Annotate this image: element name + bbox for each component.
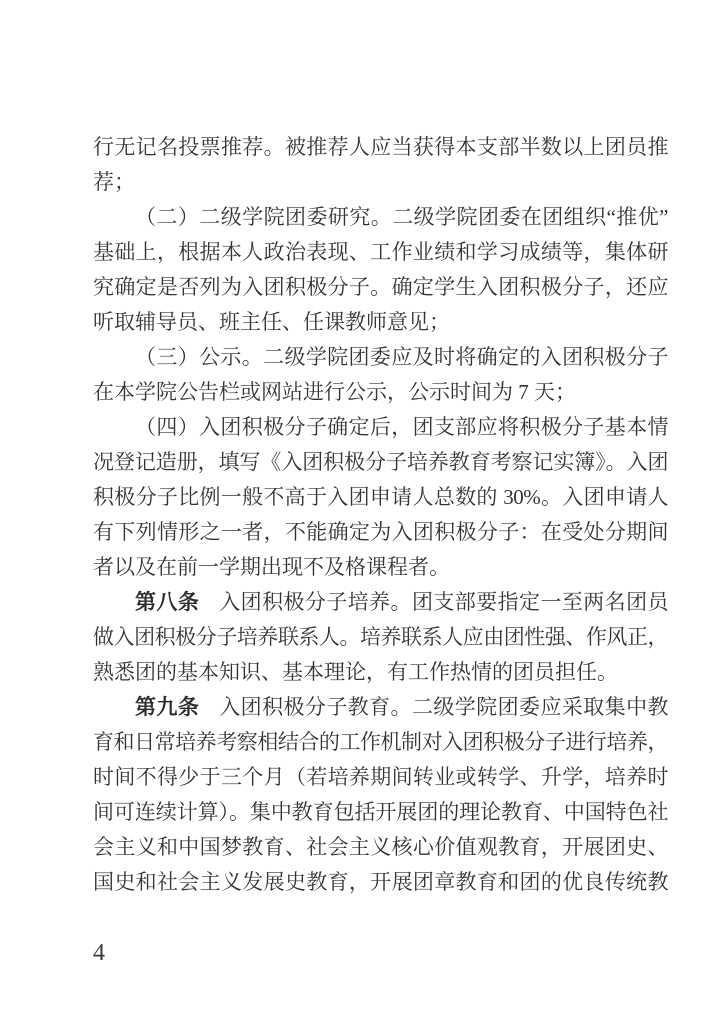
article-number: 第九条 <box>135 695 200 719</box>
text-line <box>93 760 668 795</box>
line-text: 行无记名投票推荐。被推荐人应当获得本支部半数以上团员推 <box>93 135 668 159</box>
text-line <box>93 795 668 830</box>
text-line <box>93 270 668 305</box>
line-text: 入团积极分子培养。团支部要指定一至两名团员 <box>219 590 669 614</box>
text-line <box>93 515 668 550</box>
line-text: 基础上，根据本人政治表现、工作业绩和学习成绩等，集体研 <box>93 240 668 264</box>
text-line <box>93 865 668 900</box>
line-text: 入团积极分子教育。二级学院团委应采取集中教 <box>219 695 669 719</box>
line-text: 况登记造册，填写《入团积极分子培养教育考察记实簿》。入团 <box>93 450 668 474</box>
line-text: 究确定是否列为入团积极分子。确定学生入团积极分子，还应 <box>93 275 668 299</box>
text-line <box>93 375 668 410</box>
text-line <box>93 130 668 165</box>
text-line <box>93 585 668 620</box>
text-line <box>93 445 668 480</box>
text-line <box>93 165 668 200</box>
document-body <box>93 130 668 900</box>
text-line <box>93 200 668 235</box>
text-line <box>93 550 668 585</box>
line-text: 者以及在前一学期出现不及格课程者。 <box>93 555 450 579</box>
page-number: 4 <box>93 940 105 966</box>
line-text: 会主义和中国梦教育、社会主义核心价值观教育，开展团史、 <box>93 835 668 859</box>
text-line <box>93 340 668 375</box>
text-line <box>93 410 668 445</box>
line-text: 积极分子比例一般不高于入团申请人总数的 30%。入团申请人 <box>93 485 668 509</box>
line-text: 荐； <box>93 170 135 194</box>
text-line <box>93 480 668 515</box>
line-text: 听取辅导员、班主任、任课教师意见； <box>93 310 450 334</box>
line-text: 有下列情形之一者，不能确定为入团积极分子：在受处分期间 <box>93 520 668 544</box>
line-text: 熟悉团的基本知识、基本理论，有工作热情的团员担任。 <box>93 660 618 684</box>
article-number: 第八条 <box>135 590 200 614</box>
line-text: （四）入团积极分子确定后，团支部应将积极分子基本情 <box>135 415 668 439</box>
text-line <box>93 620 668 655</box>
text-line <box>93 690 668 725</box>
line-text: 在本学院公告栏或网站进行公示，公示时间为 7 天； <box>93 380 576 404</box>
text-line <box>93 305 668 340</box>
line-text: （三）公示。二级学院团委应及时将确定的入团积极分子 <box>135 345 668 369</box>
line-text: 国史和社会主义发展史教育，开展团章教育和团的优良传统教 <box>93 870 668 894</box>
line-text: （二）二级学院团委研究。二级学院团委在团组织“推优” <box>135 205 668 229</box>
text-line <box>93 830 668 865</box>
line-text: 育和日常培养考察相结合的工作机制对入团积极分子进行培养， <box>93 730 668 754</box>
text-line <box>93 235 668 270</box>
text-line <box>93 725 668 760</box>
line-text: 时间不得少于三个月（若培养期间转业或转学、升学，培养时 <box>93 765 668 789</box>
line-text: 做入团积极分子培养联系人。培养联系人应由团性强、作风正， <box>93 625 668 649</box>
text-line <box>93 655 668 690</box>
line-text: 间可连续计算）。集中教育包括开展团的理论教育、中国特色社 <box>93 800 668 824</box>
